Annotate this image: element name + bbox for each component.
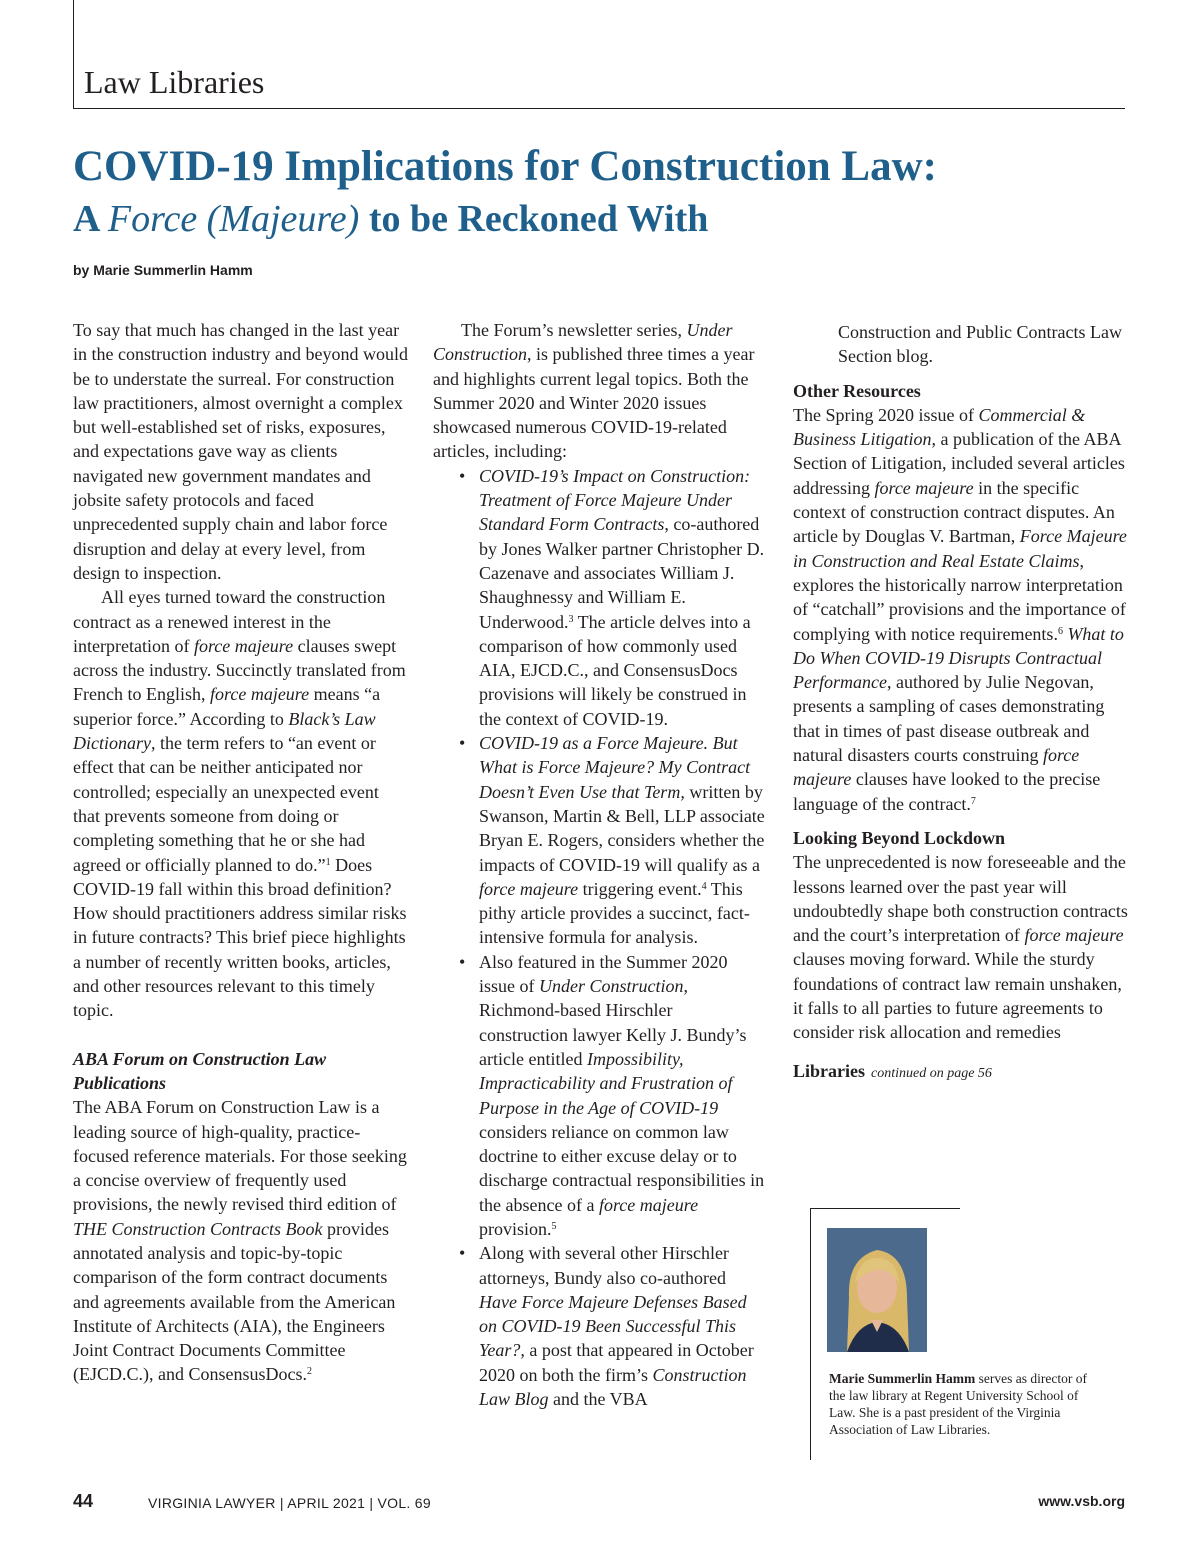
section-heading: ABA Forum on Construction Law Publications: [73, 1048, 327, 1093]
text-italic: COVID-19’s Impact on Construction: Treatment of Force Majeure Under Standard Form Contracts: [479, 465, 751, 535]
text-italic: Black’s Law Dictionary: [73, 708, 376, 754]
text-italic: force majeure: [210, 684, 310, 705]
continued-label: Libraries: [793, 1060, 865, 1081]
paragraph: [433, 318, 765, 464]
text-italic: Construction Law Blog: [479, 1364, 747, 1410]
section-rule-vertical: [73, 0, 74, 108]
text-run: , is published three times a year and highlights current legal topics. Both the Summer 2020 and Winter 2020 issues showcased numerous COVID-19-related articles, including:: [433, 344, 755, 462]
text-italic: Impossibility, Impracticability and Frustration of Purpose in the Age of COVID-19: [479, 1048, 733, 1118]
column-2: [433, 318, 765, 1411]
text-run: , co-authored by Jones Walker partner Christopher D. Cazenave and associates William J. Shaughnessy and William E. Underwood.: [479, 514, 765, 632]
bio-rule-vertical: [810, 1208, 811, 1460]
text-italic: Under Construction: [433, 320, 733, 365]
section-heading: Looking Beyond Lockdown: [793, 827, 1006, 848]
text-run: triggering event.: [578, 878, 702, 899]
text-italic: force majeure: [793, 745, 1080, 790]
text-italic: COVID-19 as a Force Majeure. But What is Force Majeure? My Contract Doesn’t Even Use that Term,: [479, 733, 751, 802]
text-italic: Force Majeure in Construction and Real Estate Claims: [793, 526, 1127, 571]
headline-subtitle: [73, 194, 1133, 244]
text-run: clauses have looked to the precise language of the contract.: [793, 769, 1101, 814]
footnote-ref: 6: [1057, 625, 1063, 637]
text-run: written by Swanson, Martin & Bell, LLP associate Bryan E. Rogers, considers whether the impacts of COVID-19 will qualify as a: [479, 781, 765, 875]
text-run: provides annotated analysis and topic-by-topic comparison of the form contract documents and agreements available from the American Institute of Architects (AIA), the Engineers Joint Contract Documents Committee (EJCD.C.), and ConsensusDocs.: [73, 1218, 396, 1385]
text-italic: force majeure: [874, 477, 974, 498]
text-run: Along with several other Hirschler attorneys, Bundy also co-authored: [479, 1243, 729, 1288]
byline: by Marie Summerlin Hamm: [73, 262, 253, 278]
text-run: considers reliance on common law doctrine to either excuse delay or to discharge contractual responsibilities in the absence of a: [479, 1121, 765, 1215]
text-run: , explores the historically narrow interpretation of “catchall” provisions and the importance of complying with notice requirements.: [793, 550, 1126, 644]
footnote-ref: 4: [701, 880, 707, 892]
text-italic: force majeure: [479, 878, 579, 899]
list-item: [433, 464, 765, 731]
section-heading: Other Resources: [793, 380, 921, 401]
text-italic: What to Do When COVID-19 Disrupts Contractual Performance: [793, 623, 1124, 693]
page-number: 44: [73, 1491, 94, 1511]
text-italic: Commercial & Business Litigation: [793, 404, 1086, 450]
author-bio: [829, 1370, 1099, 1438]
text-run: a post that appeared in October 2020 on both the firm’s: [479, 1340, 754, 1385]
text-italic: Under Construction: [539, 976, 684, 997]
subtitle-part: to be Reckoned With: [359, 198, 709, 240]
section-rule-horizontal: [73, 108, 1125, 109]
text-run: The article delves into a comparison of how commonly used AIA, EJCD.C., and ConsensusDocs provisions will likely be construed in the context of COVID-19.: [479, 611, 751, 729]
continued-page-ref: continued on page 56: [871, 1065, 992, 1081]
footnote-ref: 1: [325, 856, 331, 868]
text-run: , authored by Julie Negovan, presents a sampling of cases demonstrating that in times of past disease outbreak and natural disasters courts construing: [793, 672, 1105, 766]
text-run: The unprecedented is now foreseeable and the lessons learned over the past year will undoubtedly shape both construction contracts and the court’s interpretation of: [793, 852, 1128, 946]
text-run: provision.: [479, 1218, 552, 1239]
text-italic: force majeure: [598, 1194, 699, 1215]
text-run: The Forum’s newsletter series,: [461, 320, 687, 340]
author-name: Marie Summerlin Hamm: [829, 1371, 976, 1386]
paragraph: [73, 585, 409, 1022]
text-run: All eyes turned toward the construction contract as a renewed interest in the interpretation of: [73, 587, 386, 656]
text-run: and the VBA: [548, 1389, 648, 1410]
text-run: in the specific context of construction contract disputes. An article by Douglas V. Bartman,: [793, 477, 1115, 547]
column-3: [793, 320, 1129, 1086]
text-italic: force majeure: [1024, 925, 1124, 946]
text-italic: force majeure: [193, 635, 294, 656]
bio-rule-horizontal: [810, 1208, 960, 1209]
paragraph: [793, 403, 1129, 816]
resource-list: [433, 464, 765, 1412]
text-run: , a publication of the ABA Section of Litigation, included several articles addressing: [793, 429, 1125, 498]
footnote-ref: 7: [970, 795, 976, 807]
text-run: , the term refers to “an event or effect that can be neither anticipated nor controlled; especially an unexpected event that prevents someone from doing or completing something that he or she had agreed or officially planned to do.”: [73, 733, 379, 875]
paragraph: [793, 850, 1129, 1044]
list-item: [433, 1241, 765, 1411]
text-run: clauses moving forward. While the sturdy foundations of contract law remain unshaken, it falls to all parties to future agreements to consider risk allocation and remedies: [793, 949, 1122, 1043]
text-run: The ABA Forum on Construction Law is a leading source of high-quality, practice-focused reference materials. For those seeking a concise overview of frequently used provisions, the newly revised third edition of: [73, 1097, 407, 1215]
footnote-ref: 3: [568, 613, 574, 625]
text-run: clauses swept across the industry. Succinctly translated from French to English,: [73, 635, 406, 705]
text-run: , Richmond-based Hirschler construction lawyer Kelly J. Bundy’s article entitled: [479, 976, 747, 1069]
author-photo: [827, 1228, 927, 1352]
footnote-ref: 2: [307, 1366, 312, 1378]
text-run: Also featured in the Summer 2020 issue of: [479, 951, 728, 997]
list-item: [433, 731, 765, 950]
paragraph: [73, 1095, 409, 1387]
article-headline: [73, 140, 1133, 244]
continued-jump[interactable]: [793, 1059, 1129, 1086]
footnote-ref: 5: [551, 1220, 557, 1232]
headline-title: COVID-19 Implications for Construction Law:: [73, 143, 937, 190]
paragraph: To say that much has changed in the last year in the construction industry and beyond would be to understate the surreal. For construction law practitioners, almost overnight a complex but well-established set of risks, exposures, and expectations gave way as clients navigated new government mandates and jobsite safety protocols and faced unprecedented supply chain and labor force disruption and delay at every level, from design to inspection.: [73, 320, 408, 583]
subtitle-part: A: [73, 198, 108, 240]
text-run: The Spring 2020 issue of: [793, 404, 979, 425]
site-url-link[interactable]: www.vsb.org: [1038, 1493, 1125, 1509]
paragraph: Construction and Public Contracts Law Section blog.: [838, 322, 1122, 367]
text-italic: Have Force Majeure Defenses Based on COVID-19 Been Successful This Year?,: [479, 1291, 747, 1361]
text-run: This pithy article provides a succinct, fact-intensive formula for analysis.: [479, 878, 750, 948]
subtitle-italic: Force (Majeure): [107, 198, 360, 240]
bio-text: serves as director of the law library at Regent University School of Law. She is a past president of the Virginia Association of Law Libraries.: [829, 1371, 1087, 1437]
author-portrait-icon: [827, 1228, 927, 1352]
text-italic: THE Construction Contracts Book: [73, 1218, 323, 1239]
section-label: Law Libraries: [84, 64, 265, 100]
list-item: [433, 950, 765, 1242]
text-run: means “a superior force.” According to: [73, 684, 381, 729]
column-1: [73, 318, 409, 1387]
text-run: Does COVID-19 fall within this broad definition? How should practitioners address similar risks in future contracts? This brief piece highlights a number of recently written books, articles, and other resources relevant to this timely topic.: [73, 854, 407, 1021]
publication-info: VIRGINIA LAWYER | APRIL 2021 | VOL. 69: [148, 1495, 431, 1511]
